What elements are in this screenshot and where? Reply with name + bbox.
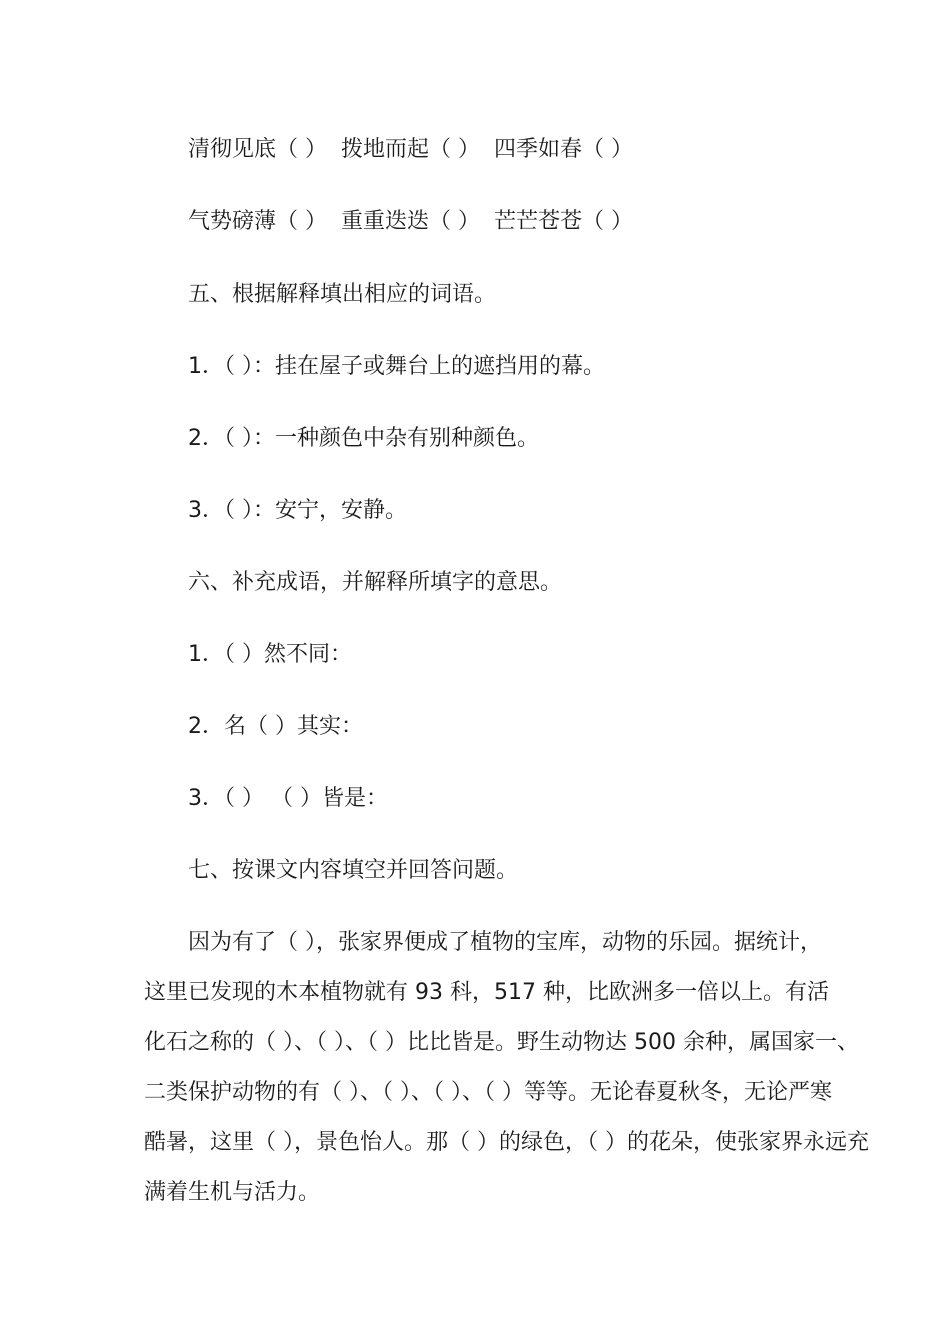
section6-heading: 六、补充成语，并解释所填字的意思。 (188, 570, 563, 595)
section6-item-2: 2．名（ ）其实： (188, 714, 363, 739)
section7-heading: 七、按课文内容填空并回答问题。 (188, 858, 519, 883)
section6-item-3: 3．（ ） （ ）皆是： (188, 786, 388, 811)
paragraph-line-4: 二类保护动物的有（ ）、（ ）、（ ）、（ ）等等。无论春夏秋冬，无论严寒 (144, 1080, 832, 1105)
section5-item-3: 3．（ ）：安宁，安静。 (188, 498, 407, 523)
section6-item-1: 1．（ ）然不同： (188, 642, 352, 667)
section5-item-2: 2．（ ）：一种颜色中杂有别种颜色。 (188, 426, 539, 451)
section5-item-1: 1．（ ）：挂在屋子或舞台上的遮挡用的幕。 (188, 354, 605, 379)
paragraph-line-2: 这里已发现的木本植物就有 93 科，517 种，比欧洲多一倍以上。有活 (144, 980, 829, 1005)
paragraph-line-6: 满着生机与活力。 (144, 1180, 321, 1205)
idiom-row-2: 气势磅薄（ ） 重重迭迭（ ） 芒芒苍苍（ ） (188, 209, 633, 234)
paragraph-line-1: 因为有了（ ），张家界便成了植物的宝库，动物的乐园。据统计， (188, 930, 822, 955)
paragraph-line-3: 化石之称的（ ）、（ ）、（ ）比比皆是。野生动物达 500 余种，属国家一、 (144, 1030, 859, 1055)
idiom-row-1: 清彻见底（ ） 拨地而起（ ） 四季如春（ ） (188, 137, 633, 162)
paragraph-line-5: 酷暑，这里（ ），景色怡人。那（ ）的绿色，（ ）的花朵，使张家界永远充 (144, 1130, 869, 1155)
section5-heading: 五、根据解释填出相应的词语。 (188, 282, 497, 307)
